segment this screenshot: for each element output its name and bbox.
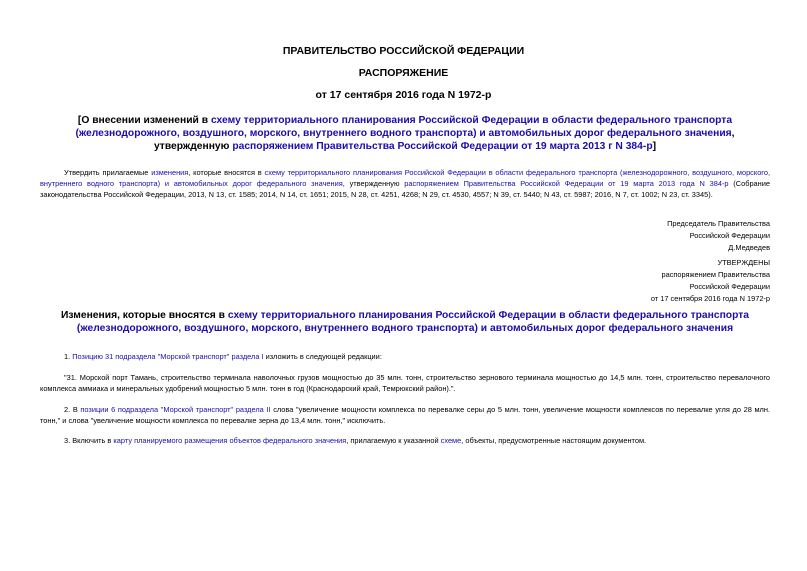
preamble-text-3: , утвержденную [342,178,405,188]
title-text-open: [О внесении изменений в [77,115,211,126]
document-date-number: от 17 сентября 2016 года N 1972-р [315,89,492,101]
signature-block [667,218,770,254]
approval-line-3: Российской Федерации [689,282,770,291]
approval-label: УТВЕРЖДЕНЫ [717,258,770,267]
approval-block [651,257,770,305]
document-type: РАСПОРЯЖЕНИЕ [358,67,449,79]
signature-name: Д.Медведев [728,243,770,252]
signature-position-2: Российской Федерации [689,231,770,240]
change-item-1-quote: "31. Морской порт Тамань, строительство терминала наволочных грузов мощностью до 35 млн. тонн, строительство зернового терминала мощностью до 14,5 млн. тонн, строительство перевалочного комплекса аммиака и минеральных удобрений мощностью 5 млн. тонн в год (Краснодарский край, Темрюкский район).". [40,373,770,393]
document-title [44,114,766,153]
item-3-text-1: , прилагаемую к указанной [346,436,441,445]
item-3-text-2: , объекты, предусмотренные настоящим документом. [461,436,647,445]
item-1-link[interactable]: Позицию 31 подраздела "Морской транспорт" раздела I [72,352,264,361]
change-item-2 [40,405,770,427]
change-item-1 [40,352,770,363]
preamble-link-order[interactable]: распоряжением Правительства Российской Федерации от 19 марта 2013 года N 384-р [404,178,729,188]
change-item-3 [40,436,770,447]
preamble-text-2: , которые вносятся в [188,168,265,177]
changes-title-link-scheme[interactable]: схему территориального планирования Российской Федерации в области федерального транспорта (железнодорожного, воздушного, морского, внутреннего водного транспорта) и автомобильных дорог федерального значения [76,310,750,334]
title-link-scheme[interactable]: схему территориального планирования Российской Федерации в области федерального транспорта (железнодорожного, воздушного, морского, внутреннего водного транспорта) и автомобильных дорог федерального значения [75,115,733,139]
title-text-close: ] [652,141,657,152]
item-2-number: 2. В [64,405,81,414]
item-3-link-map[interactable]: карту планируемого размещения объектов федерального значения [113,436,347,445]
signature-position: Председатель Правительства [667,219,770,228]
item-3-link-scheme[interactable]: схеме [440,436,462,445]
title-text-mid: , утвержденную [153,128,735,152]
preamble-text-1: Утвердить прилагаемые [64,168,152,177]
approval-date: от 17 сентября 2016 года N 1972-р [650,294,770,303]
preamble-link-changes[interactable]: изменения [151,168,189,177]
preamble-text-4: (Собрание законодательства Российской Федерации, 2013, N 13, ст. 1585; 2014, N 14, ст. 1651; 2015, N 28, ст. 4251, 4268; N 29, ст. 4530, 4557; N 39, ст. 5440; N 43, ст. 5987; 2016, N 7, ст. 1002; N 23, ст. 3345). [40,178,770,199]
item-2-link[interactable]: позиции 6 подраздела "Морской транспорт" раздела II [80,405,271,414]
item-3-number: 3. Включить в [64,436,114,445]
item-1-number: 1. [64,352,73,361]
changes-title [44,309,766,335]
title-link-order[interactable]: распоряжением Правительства Российской Федерации от 19 марта 2013 г N 384-р [232,141,653,152]
changes-title-text: Изменения, которые вносятся в [60,310,228,321]
preamble-link-scheme[interactable]: схему территориального планирования Российской Федерации в области федерального транспорта (железнодорожного, воздушного, морского, внутреннего водного транспорта) и автомобильных дорог федерального значения [40,168,771,188]
approval-line-2: распоряжением Правительства [661,270,770,279]
item-2-text: слова "увеличение мощности комплекса по перевалке серы до 5 млн. тонн, увеличение мощности комплексов по перевалке угля до 28 млн. тонн," и слова "увеличение мощности комплекса по перевалке зерна до 13,4 млн. тонн," исключить. [40,405,770,425]
preamble-paragraph [40,168,770,200]
issuing-authority: ПРАВИТЕЛЬСТВО РОССИЙСКОЙ ФЕДЕРАЦИИ [282,45,525,57]
item-1-text: изложить в следующей редакции: [263,352,382,361]
